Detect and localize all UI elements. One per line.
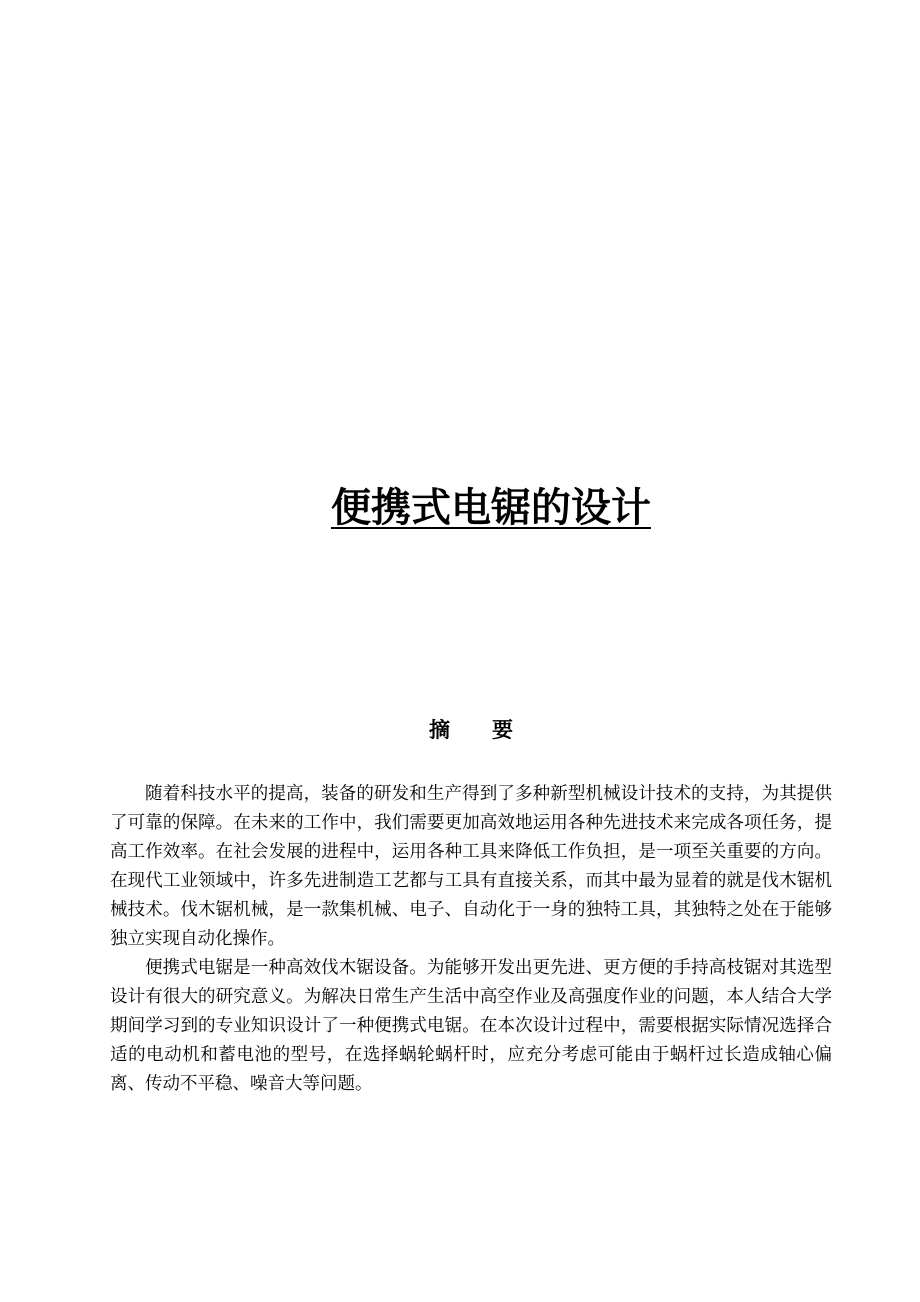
abstract-heading: 摘 要	[429, 718, 513, 742]
abstract-body	[110, 780, 832, 1099]
abstract-paragraph: 便携式电锯是一种高效伐木锯设备。为能够开发出更先进、更方便的手持高枝锯对其选型设计有很大的研究意义。为解决日常生产生活中高空作业及高强度作业的问题，本人结合大学期间学习到的专业知识设计了一种便携式电锯。在本次设计过程中，需要根据实际情况选择合适的电动机和蓄电池的型号，在选择蜗轮蜗杆时，应充分考虑可能由于蜗杆过长造成轴心偏离、传动不平稳、噪音大等问题。	[110, 958, 832, 1094]
document-title-text: 便携式电锯的设计	[331, 485, 651, 531]
document-title	[0, 478, 920, 538]
abstract-paragraph: 随着科技水平的提高，装备的研发和生产得到了多种新型机械设计技术的支持，为其提供了可靠的保障。在未来的工作中，我们需要更加高效地运用各种先进技术来完成各项任务，提高工作效率。在社会发展的进程中，运用各种工具来降低工作负担，是一项至关重要的方向。在现代工业领域中，许多先进制造工艺都与工具有直接关系，而其中最为显着的就是伐木锯机械技术。伐木锯机械，是一款集机械、电子、自动化于一身的独特工具，其独特之处在于能够独立实现自动化操作。	[110, 784, 832, 949]
